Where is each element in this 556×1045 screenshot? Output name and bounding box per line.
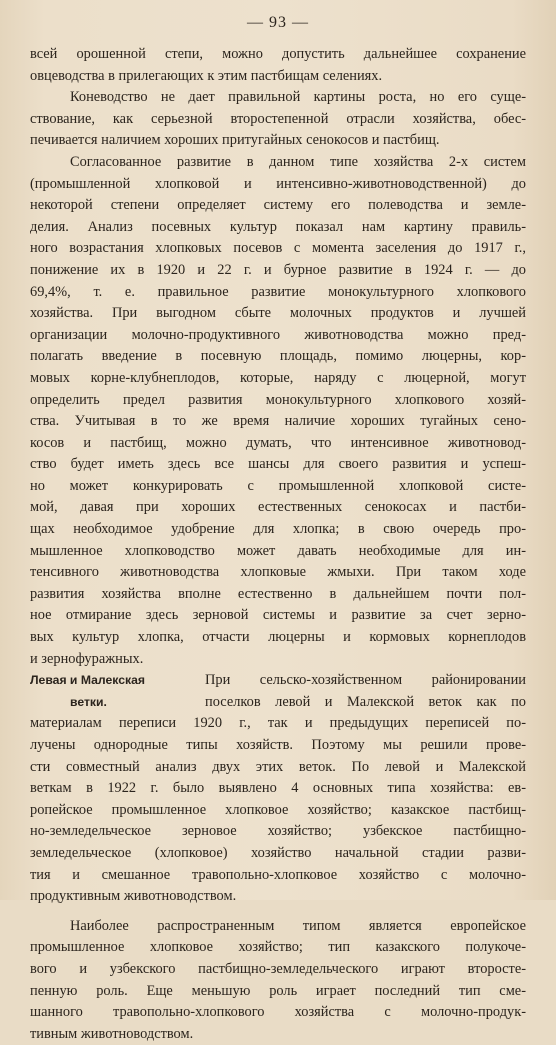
text-line: Коневодство не дает правильной картины роста, но его суще- [70, 89, 526, 106]
paragraph-gap [30, 908, 526, 916]
text-line: развития хозяйства вполне естественно в дальнейшем почти пол- [30, 585, 526, 602]
text-line: тия и смешанное травопольно-хлопковое хозяйство с молочно- [30, 866, 526, 883]
text-line: лучены однородные типы хозяйств. Поэтому мы решили прове- [30, 737, 526, 753]
text-line: вого и узбекского пастбищно-земледельческого играют второсте- [30, 960, 526, 977]
text-line: продуктивным животноводством. [30, 888, 237, 905]
text-line: шанного травопольно-хлопкового хозяйства с молочно-продук- [30, 1004, 526, 1021]
text-line: тенсивного животноводства хлопковые жмыхи. При таком ходе [30, 564, 526, 581]
text-line: Наиболее распространенным типом является европейское [70, 917, 526, 934]
text-line: вых культур хлопка, отчасти люцерны и кормовых корнеплодов [30, 629, 526, 646]
text-line: мой, давая при хороших естественных сенокосах и пастби- [30, 499, 526, 516]
text-line: печивается наличием хороших притугайных сенокосов и пастбищ. [30, 132, 440, 149]
text-line: овцеводства в прилегающих к этим пастбищам селениях. [30, 67, 383, 84]
text-line: организации молочно-продуктивного животноводства можно пред- [30, 326, 526, 343]
side-heading-line: Левая и Малекская [30, 673, 145, 688]
text-line: но может конкурировать с промышленной хлопковой систе- [30, 477, 526, 494]
text-line: ропейское промышленное хлопковое хозяйство; казакское пастбищ- [30, 801, 526, 818]
text-line: промышленное хлопковое хозяйство; тип казакского полукоче- [30, 939, 526, 956]
text-line: мышленное хлопководство может давать необходимые для ин- [30, 542, 526, 559]
text-line: 69,4%, т. е. правильное развитие монокультурного хлопкового [30, 283, 526, 300]
text-line: поселков левой и Малекской веток как по [205, 693, 526, 710]
side-heading-line: ветки. [70, 694, 107, 709]
body-text [30, 44, 526, 1045]
text-line: определить предел развития монокультурного хлопкового хозяй- [30, 391, 526, 408]
text-line: делия. Анализ посевных культур показал нам картину правиль- [30, 218, 526, 235]
text-line: сти совместный анализ двух этих веток. По левой и Малекской [30, 758, 526, 775]
page-number: — 93 — [247, 14, 309, 31]
text-line: веткам в 1922 г. было выявлено 4 основных типа хозяйства: ев- [30, 780, 526, 797]
text-line: ное отмирание здесь зерновой системы и развитие за счет зерно- [30, 607, 526, 624]
text-line: хозяйства. При выгодном сбыте молочных продуктов и лучшей [30, 305, 526, 322]
text-line: материалам переписи 1920 г., так и предыдущих переписей по- [30, 715, 526, 732]
text-line: земледельческое (хлопковое) хозяйство начальной стадии разви- [30, 844, 526, 861]
text-line: понижение их в 1920 и 22 г. и бурное развитие в 1924 г. — до [30, 261, 526, 278]
text-line: ства. Учитывая в то же время наличие хороших тугайных сено- [30, 413, 526, 430]
text-line: мовых корне-клубнеплодов, которые, наряду с люцерной, могут [30, 369, 526, 386]
text-line: но-земледельческое зерновое хозяйство; узбекское пастбищно- [30, 823, 526, 840]
text-line: косов и пастбищ, можно думать, что интенсивное животновод- [30, 434, 526, 451]
text-line: всей орошенной степи, можно допустить дальнейшее сохранение [30, 46, 526, 62]
text-line: При сельско-хозяйственном районировании [205, 672, 526, 689]
text-line: (промышленной хлопковой и интенсивно-животноводственной) до [30, 175, 526, 192]
text-line: полагать введение в посевную площадь, помимо люцерны, кор- [30, 348, 526, 365]
text-line: и зернофуражных. [30, 650, 144, 667]
text-line: Согласованное развитие в данном типе хозяйства 2-х систем [70, 153, 526, 170]
section-with-side-heading [30, 670, 526, 713]
text-line: ствование, как серьезной второстепенной отрасли хозяйства, обес- [30, 110, 526, 127]
text-line: щах необходимое удобрение для хлопка; в свою очередь про- [30, 521, 526, 538]
text-line: ного возрастания хлопковых посевов с момента заселения до 1917 г., [30, 240, 526, 257]
text-line: тивным животноводством. [30, 1025, 194, 1042]
text-line: некоторой степени определяет систему его полеводства и земле- [30, 197, 526, 214]
text-line: ство будет иметь здесь все шансы для своего развития и успеш- [30, 456, 526, 473]
text-line: пенную роль. Еще меньшую роль играет последний тип сме- [30, 982, 526, 999]
side-heading [30, 670, 190, 713]
